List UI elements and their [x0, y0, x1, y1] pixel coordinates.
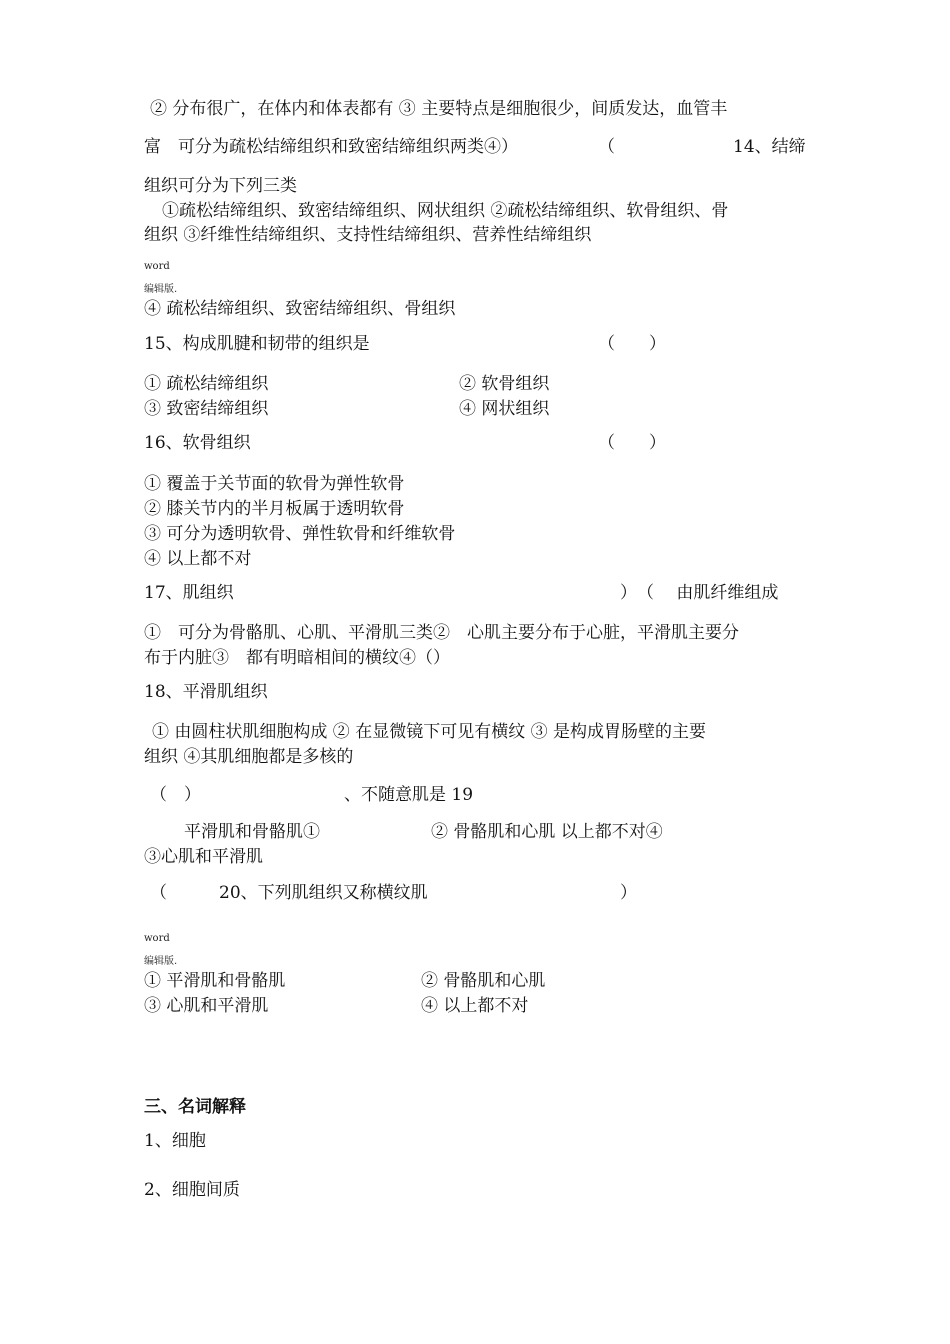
paren-open: （ — [150, 883, 167, 903]
question-14-options: 组织 ③纤维性结缔组织、支持性结缔组织、营养性结缔组织 — [144, 225, 592, 245]
question-20-stem: 20、下列肌组织又称横纹肌 — [219, 883, 428, 903]
option: ② 膝关节内的半月板属于透明软骨 — [144, 499, 405, 519]
option: ① 疏松结缔组织 — [144, 374, 269, 394]
question-18-options: 组织 ④其肌细胞都是多核的 — [144, 747, 354, 767]
option: ④ 以上都不对 — [421, 996, 529, 1016]
question-14-options: ①疏松结缔组织、致密结缔组织、网状组织 ②疏松结缔组织、软骨组织、骨 — [162, 201, 729, 221]
footer-word: word — [144, 933, 170, 944]
question-15-stem: 15、构成肌腱和韧带的组织是 — [144, 334, 370, 354]
answer-paren: （ ） — [598, 334, 666, 354]
question-18-options: ① 由圆柱状肌细胞构成 ② 在显微镜下可见有横纹 ③ 是构成胃肠壁的主要 — [152, 722, 707, 742]
option: ③ 致密结缔组织 — [144, 399, 269, 419]
option: ① 覆盖于关节面的软骨为弹性软骨 — [144, 474, 405, 494]
option: ④ 网状组织 — [459, 399, 550, 419]
option: ④ 以上都不对 — [144, 549, 252, 569]
option: ③ 可分为透明软骨、弹性软骨和纤维软骨 — [144, 524, 456, 544]
option: ② 软骨组织 — [459, 374, 550, 394]
question-14-stem: 组织可分为下列三类 — [144, 176, 297, 196]
question-16-stem: 16、软骨组织 — [144, 433, 251, 453]
question-17-tail: ） （ 由肌纤维组成 — [620, 583, 779, 603]
question-14-option-4: ④ 疏松结缔组织、致密结缔组织、骨组织 — [144, 299, 456, 319]
question-17-options: 布于内脏③ 都有明暗相间的横纹④（） — [144, 648, 450, 668]
option: ② 骨骼肌和心肌 以上都不对④ — [431, 822, 663, 842]
footer-edition: 编辑版. — [144, 284, 178, 295]
footer-word: word — [144, 261, 170, 272]
footer-edition: 编辑版. — [144, 956, 178, 967]
option: ③ 心肌和平滑肌 — [144, 996, 269, 1016]
option: ② 骨骼肌和心肌 — [421, 971, 546, 991]
option: 平滑肌和骨骼肌① — [184, 822, 320, 842]
question-18-stem: 18、平滑肌组织 — [144, 682, 268, 702]
section-heading: 三、名词解释 — [144, 1097, 246, 1117]
option: ③心肌和平滑肌 — [144, 847, 263, 867]
text-line: 富 可分为疏松结缔组织和致密结缔组织两类④） — [144, 137, 518, 157]
question-14-number: 14、结缔 — [733, 137, 806, 157]
paren-open: （ — [598, 137, 615, 157]
question-19-stem: 、不随意肌是 19 — [344, 785, 474, 805]
option: ① 平滑肌和骨骼肌 — [144, 971, 286, 991]
answer-paren: （ ） — [150, 785, 201, 805]
text-line: ② 分布很广，在体内和体表都有 ③ 主要特点是细胞很少，间质发达，血管丰 — [150, 99, 728, 119]
term-item: 1、细胞 — [144, 1131, 206, 1151]
paren-close: ） — [620, 883, 637, 903]
answer-paren: （ ） — [598, 433, 666, 453]
question-17-stem: 17、肌组织 — [144, 583, 234, 603]
question-17-options: ① 可分为骨骼肌、心肌、平滑肌三类② 心肌主要分布于心脏，平滑肌主要分 — [144, 623, 739, 643]
term-item: 2、细胞间质 — [144, 1180, 240, 1200]
